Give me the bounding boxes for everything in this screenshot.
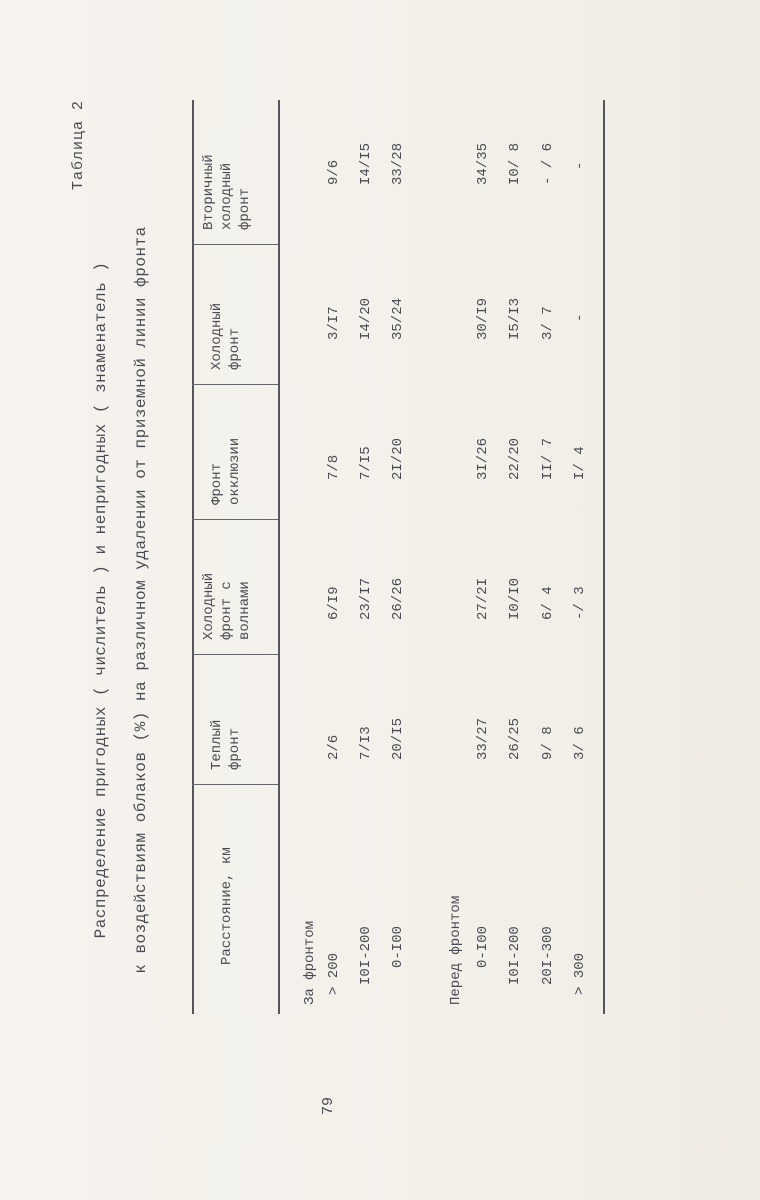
header-warm-front: Теплый фронт [209, 719, 243, 770]
header-occlusion-front: Фронт окклюзии [209, 437, 243, 505]
table-header-rule [278, 100, 280, 1014]
table-caption: Таблица 2 [70, 100, 87, 191]
column-divider-2 [192, 654, 278, 655]
header-secondary-cold-front: Вторичный холодный фронт [201, 154, 253, 230]
group-label-behind-front: За фронтом [302, 920, 318, 1005]
table-title-line-1: Распределение пригодных ( числитель ) и непригодных ( знаменатель ) [92, 261, 110, 939]
column-divider-4 [192, 384, 278, 385]
rotated-content: Таблица 2 Распределение пригодных ( числитель ) и непригодных ( знаменатель ) к воздействиям облаков (%) на различном удалении от приземной линии фронта 79 Расстояние, км Теплый фронт Холодный фронт с волнами Фронт окклюзии Холодный фронт Вторичный холодный фронт За фронтом > 200 2/6 6/I9 7/8 3/I7 9/6 I0I-200 7/I3 23/I7 7/I5 I4/20 I4/I5 0-I00 20/I5 26/26 2I/20 35/24 33/28 Перед фронтом 0-I00 33/27 27/2I 3I/26 30/I9 34/35 I0I-200 26/25 I0/I0 22/20 I5/I3 I0/ 8 20I-300 9/ 8 6/ 4 II/ 7 3/ 7 - / 6 > 300 3/ 6 -/ 3 I/ 4 - - [0, 0, 760, 1200]
column-divider-1 [192, 784, 278, 785]
table-top-rule [192, 100, 194, 1014]
group-label-ahead-front: Перед фронтом [448, 895, 464, 1005]
header-cold-front: Холодный фронт [209, 302, 243, 370]
header-distance: Расстояние, км [219, 847, 235, 965]
column-divider-3 [192, 519, 278, 520]
header-cold-front-waves: Холодный фронт с волнами [201, 572, 253, 640]
page-number: 79 [320, 1096, 337, 1115]
table-bottom-rule [603, 100, 605, 1014]
table-title-line-2: к воздействиям облаков (%) на различном удалении от приземной линии фронта [132, 226, 150, 974]
column-divider-5 [192, 244, 278, 245]
